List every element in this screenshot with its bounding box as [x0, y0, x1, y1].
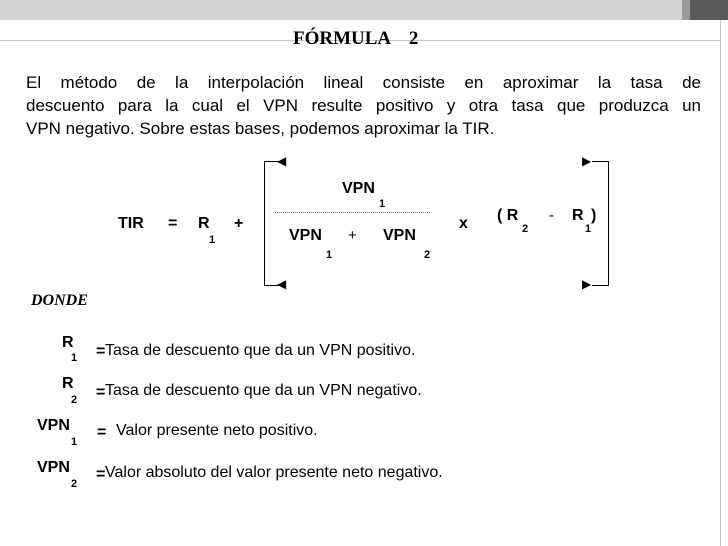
- left-bracket: [264, 161, 281, 286]
- denominator-subscript-2: 2: [424, 249, 431, 261]
- definition-equals: =: [97, 424, 107, 441]
- difference-subscript-2: 2: [522, 223, 529, 235]
- slide-title: [293, 28, 418, 50]
- right-arrow-top: ▶: [582, 154, 592, 168]
- definition-text: Tasa de descuento que da un VPN positivo.: [105, 342, 416, 359]
- title-number: 2: [408, 28, 419, 49]
- numerator-subscript: 1: [379, 198, 386, 210]
- title-text: FÓRMULA: [293, 28, 391, 49]
- denominator-vpn-2: VPN: [383, 227, 416, 244]
- definition-equals: =: [96, 466, 106, 483]
- equals-sign: =: [168, 215, 178, 232]
- top-bar-accent: [690, 0, 728, 20]
- right-border-line: [720, 20, 721, 546]
- definition-equals: =: [96, 384, 106, 401]
- definition-subscript: 1: [71, 352, 78, 364]
- difference-open-r2: ( R: [497, 207, 519, 224]
- denominator-vpn-1: VPN: [289, 227, 322, 244]
- donde-heading: DONDE: [31, 292, 88, 309]
- tir-label: TIR: [118, 215, 144, 232]
- paragraph-line-3: VPN negativo. Sobre estas bases, podemos aproximar la TIR.: [26, 119, 495, 138]
- definition-subscript: 2: [71, 478, 78, 490]
- difference-subscript-1: 1: [585, 223, 592, 235]
- denominator-plus: +: [348, 227, 357, 244]
- minus-sign: -: [549, 207, 554, 224]
- definition-subscript: 2: [71, 394, 78, 406]
- difference-close: ): [591, 207, 597, 224]
- right-arrow-bottom: ▶: [582, 277, 592, 291]
- intro-paragraph: [26, 71, 701, 140]
- paragraph-line-2: descuento para la cual el VPN resulte positivo y otra tasa que produzca un: [26, 96, 701, 115]
- definition-symbol: R: [62, 334, 74, 351]
- left-arrow-bottom: ◀: [277, 277, 287, 291]
- left-arrow-top: ◀: [277, 154, 287, 168]
- definition-symbol: R: [62, 375, 74, 392]
- definition-symbol: VPN: [37, 417, 70, 434]
- definition-text: Valor presente neto positivo.: [116, 422, 318, 439]
- denominator-subscript-1: 1: [326, 249, 333, 261]
- definition-subscript: 1: [71, 436, 78, 448]
- definition-text: Tasa de descuento que da un VPN negativo.: [105, 382, 422, 399]
- r-symbol: R: [198, 215, 210, 232]
- numerator-vpn: VPN: [342, 180, 375, 197]
- paragraph-line-1: El método de la interpolación lineal consiste en aproximar la tasa de: [26, 73, 701, 92]
- plus-sign: +: [234, 215, 244, 232]
- difference-r1: R: [572, 207, 584, 224]
- definition-symbol: VPN: [37, 459, 70, 476]
- top-bar-accent-mid: [682, 0, 690, 20]
- definition-text: Valor absoluto del valor presente neto negativo.: [105, 464, 443, 481]
- fraction-line: [275, 212, 430, 213]
- r-subscript: 1: [209, 234, 216, 246]
- definition-equals: =: [96, 343, 106, 360]
- times-sign: x: [459, 215, 468, 232]
- top-decorative-bar: [0, 0, 728, 20]
